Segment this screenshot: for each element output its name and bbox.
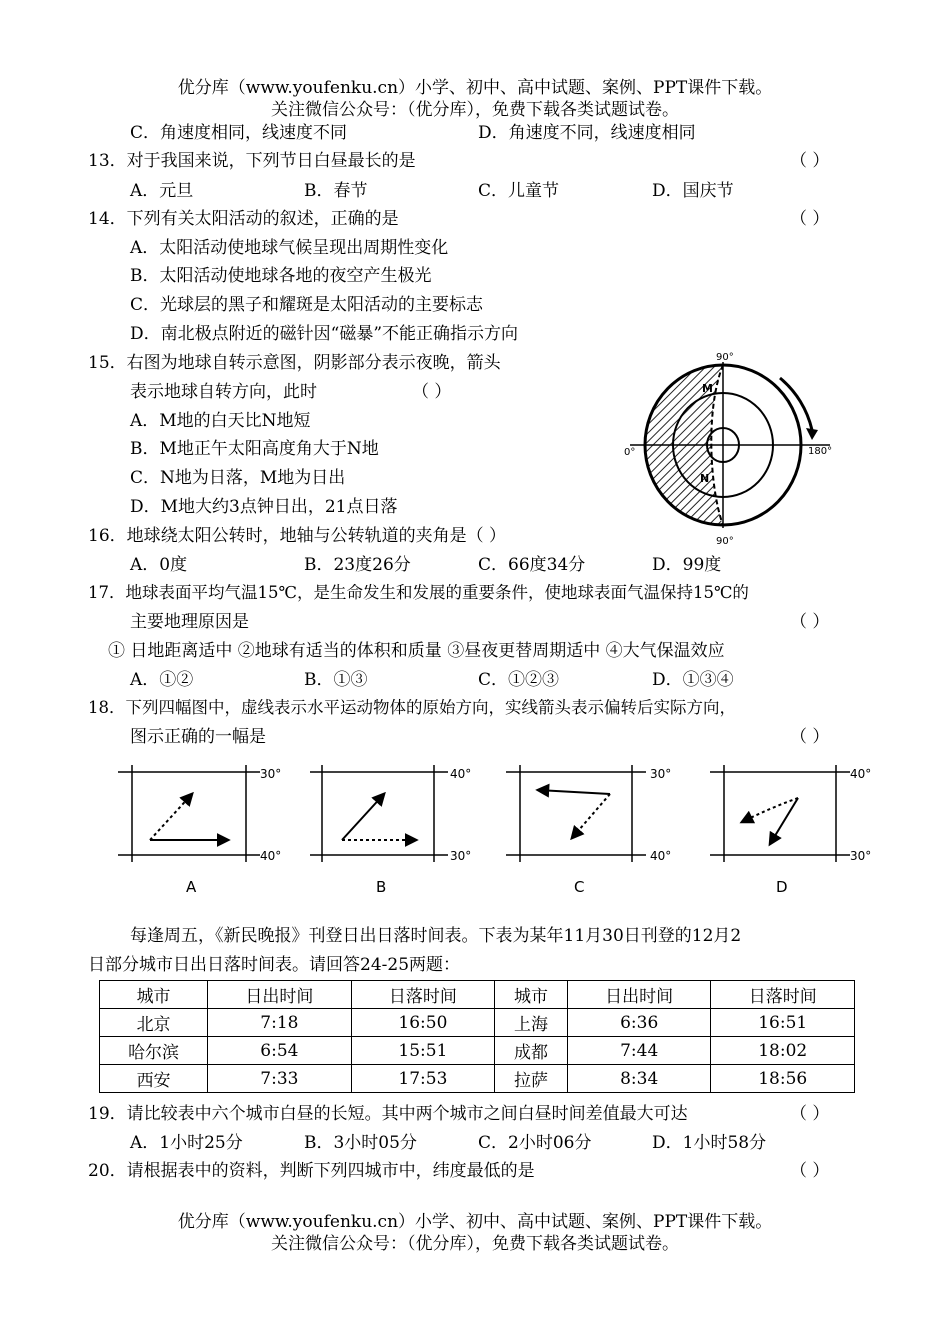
- earth-rotation-diagram: [620, 350, 850, 550]
- label-right-180: 180°: [808, 446, 833, 457]
- header-line-1: 优分库（www.youfenku.cn）小学、初中、高中试题、案例、PPT课件下载。: [177, 78, 773, 98]
- q13-option-b: B．春节: [304, 181, 368, 201]
- figure-b-bottom-latitude: 30°: [450, 849, 472, 863]
- q14-stem: 14．下列有关太阳活动的叙述，正确的是: [88, 209, 399, 229]
- figure-a-top-latitude: 30°: [260, 767, 282, 781]
- figure-c-bottom-latitude: 40°: [650, 849, 672, 863]
- q16-stem: 16．地球绕太阳公转时，地轴与公转轨道的夹角是（ ）: [88, 526, 507, 546]
- q14-option-c: C．光球层的黑子和耀斑是太阳活动的主要标志: [130, 295, 484, 315]
- q17-option-c: C．①②③: [478, 670, 560, 690]
- q15-option-d: D．M地大约3点钟日出，21点日落: [130, 497, 398, 517]
- figure-a-bottom-latitude: 40°: [260, 849, 282, 863]
- table-header-cell: 城市: [100, 981, 208, 1009]
- q17-option-d: D．①③④: [652, 670, 734, 690]
- passage-line-2: 日部分城市日出日落时间表。请回答24-25两题：: [88, 955, 461, 975]
- figure-c: [506, 765, 671, 896]
- table-cell: 15:51: [351, 1037, 495, 1065]
- table-header-cell: 日落时间: [711, 981, 855, 1009]
- footer-line-2: 关注微信公众号：（优分库），免费下载各类试题试卷。: [271, 1234, 679, 1254]
- q19-option-c: C．2小时06分: [478, 1133, 592, 1153]
- q18-stem-line-1: 18．下列四幅图中，虚线表示水平运动物体的原始方向，实线箭头表示偏转后实际方向，: [88, 698, 736, 717]
- q17-option-b: B．①③: [304, 670, 368, 690]
- figure-c-letter: C: [574, 878, 585, 896]
- q18-stem-line-2: 图示正确的一幅是: [130, 727, 266, 747]
- q19-stem: 19．请比较表中六个城市白昼的长短。其中两个城市之间白昼时间差值最大可达: [88, 1104, 688, 1124]
- table-cell: 拉萨: [495, 1065, 568, 1093]
- table-cell: 7:33: [208, 1065, 352, 1093]
- table-header-cell: 日落时间: [351, 981, 495, 1009]
- q16-option-a: A．0度: [130, 555, 188, 575]
- table-cell: 18:02: [711, 1037, 855, 1065]
- q20-answer-paren: （ ）: [790, 1161, 830, 1181]
- q17-answer-paren: （ ）: [790, 612, 830, 632]
- label-left-0: 0°: [624, 447, 636, 458]
- figure-d-top-latitude: 40°: [850, 767, 872, 781]
- rotation-arrow: [780, 378, 812, 430]
- label-top-90: 90°: [716, 352, 734, 363]
- q13-answer-paren: （ ）: [790, 151, 830, 171]
- q15-option-c: C．N地为日落，M地为日出: [130, 468, 346, 488]
- rotation-arrowhead: [806, 428, 818, 440]
- table-cell: 7:44: [567, 1037, 711, 1065]
- q17-option-a: A．①②: [130, 670, 194, 690]
- q19-option-d: D．1小时58分: [652, 1133, 767, 1153]
- figure-c-top-latitude: 30°: [650, 767, 672, 781]
- table-row: [100, 1065, 855, 1093]
- q13-option-c: C．儿童节: [478, 181, 560, 201]
- table-cell: 6:54: [208, 1037, 352, 1065]
- figure-b: [310, 765, 471, 896]
- table-cell: 18:56: [711, 1065, 855, 1093]
- q15-stem-line-1: 15．右图为地球自转示意图，阴影部分表示夜晚，箭头: [88, 353, 501, 373]
- table-cell: 7:18: [208, 1009, 352, 1037]
- table-cell: 上海: [495, 1009, 568, 1037]
- q14-answer-paren: （ ）: [790, 209, 830, 229]
- q20-stem: 20．请根据表中的资料，判断下列四城市中，纬度最低的是: [88, 1161, 535, 1181]
- table-cell: 成都: [495, 1037, 568, 1065]
- table-cell: 北京: [100, 1009, 208, 1037]
- q13-option-a: A．元旦: [130, 181, 194, 201]
- figure-b-top-latitude: 40°: [450, 767, 472, 781]
- point-n-label: N: [700, 472, 710, 485]
- deflection-figures: [110, 760, 890, 900]
- q15-option-b: B．M地正午太阳高度角大于N地: [130, 439, 379, 459]
- figure-d: [710, 765, 871, 896]
- table-cell: 16:50: [351, 1009, 495, 1037]
- q19-answer-paren: （ ）: [790, 1104, 830, 1124]
- figure-a: [118, 765, 281, 896]
- q15-option-a: A．M地的白天比N地短: [130, 411, 311, 431]
- q14-option-a: A．太阳活动使地球气候呈现出周期性变化: [130, 238, 449, 258]
- sunrise-sunset-table: [99, 980, 855, 1093]
- figure-a-letter: A: [186, 878, 197, 896]
- header-line-2: 关注微信公众号：（优分库），免费下载各类试题试卷。: [271, 100, 679, 120]
- passage-line-1: 每逢周五，《新民晚报》刊登日出日落时间表。下表为某年11月30日刊登的12月2: [130, 926, 742, 946]
- figure-d-letter: D: [776, 878, 788, 896]
- table-header-cell: 日出时间: [208, 981, 352, 1009]
- q15-stem-line-2: 表示地球自转方向，此时: [130, 382, 317, 402]
- q12-option-c: C．角速度相同，线速度不同: [130, 123, 348, 143]
- q15-answer-paren: （ ）: [412, 382, 452, 402]
- point-m-label: M: [702, 382, 713, 395]
- q13-stem: 13．对于我国来说，下列节日白昼最长的是: [88, 151, 416, 171]
- q17-items: ① 日地距离适中 ②地球有适当的体积和质量 ③昼夜更替周期适中 ④大气保温效应: [108, 641, 725, 661]
- q13-option-d: D．国庆节: [652, 181, 734, 201]
- q16-option-c: C．66度34分: [478, 555, 586, 575]
- table-row: [100, 1009, 855, 1037]
- q17-stem-line-1: 17．地球表面平均气温15℃，是生命发生和发展的重要条件，使地球表面气温保持15℃的: [88, 583, 749, 602]
- table-header-row: [100, 981, 855, 1009]
- q19-option-a: A．1小时25分: [130, 1133, 243, 1153]
- table-cell: 6:36: [567, 1009, 711, 1037]
- q12-option-d: D．角速度不同，线速度相同: [478, 123, 696, 143]
- table-row: [100, 1037, 855, 1065]
- table-header-cell: 日出时间: [567, 981, 711, 1009]
- q18-answer-paren: （ ）: [790, 727, 830, 747]
- table-cell: 8:34: [567, 1065, 711, 1093]
- q14-option-b: B．太阳活动使地球各地的夜空产生极光: [130, 266, 432, 286]
- q16-option-d: D．99度: [652, 555, 722, 575]
- label-bottom-90: 90°: [716, 536, 734, 547]
- q17-stem-line-2: 主要地理原因是: [130, 612, 249, 632]
- footer-line-1: 优分库（www.youfenku.cn）小学、初中、高中试题、案例、PPT课件下载。: [177, 1212, 773, 1232]
- table-cell: 哈尔滨: [100, 1037, 208, 1065]
- q16-option-b: B．23度26分: [304, 555, 411, 575]
- figure-d-bottom-latitude: 30°: [850, 849, 872, 863]
- table-cell: 17:53: [351, 1065, 495, 1093]
- table-cell: 16:51: [711, 1009, 855, 1037]
- table-cell: 西安: [100, 1065, 208, 1093]
- q19-option-b: B．3小时05分: [304, 1133, 417, 1153]
- figure-b-letter: B: [376, 878, 387, 896]
- q14-option-d: D．南北极点附近的磁针因“磁暴”不能正确指示方向: [130, 324, 519, 344]
- table-header-cell: 城市: [495, 981, 568, 1009]
